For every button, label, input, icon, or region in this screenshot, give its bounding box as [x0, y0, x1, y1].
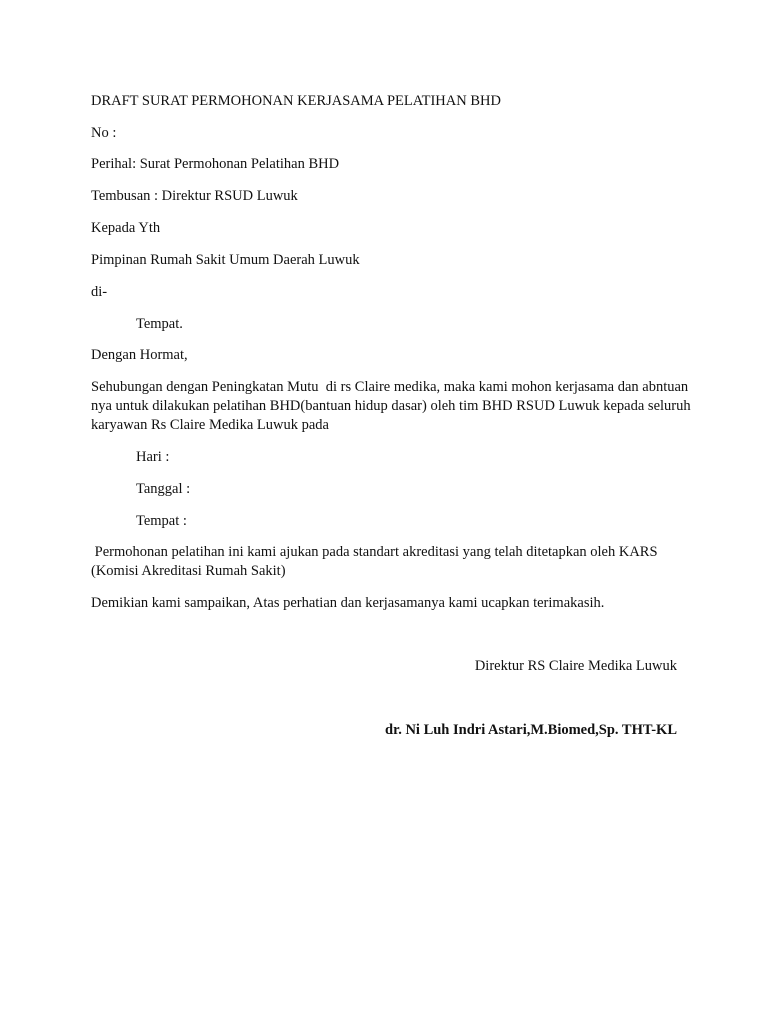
letter-recipient: Pimpinan Rumah Sakit Umum Daerah Luwuk [91, 252, 360, 268]
signer-title: Direktur RS Claire Medika Luwuk [474, 658, 677, 674]
letter-number: No : [91, 125, 117, 141]
event-place: Tempat : [136, 513, 187, 529]
accreditation-line-2: (Komisi Akreditasi Rumah Sakit) [91, 563, 286, 579]
body-line-3: karyawan Rs Claire Medika Luwuk pada [91, 417, 329, 433]
letter-addressee-label: Kepada Yth [91, 220, 161, 236]
letter-closing: Demikian kami sampaikan, Atas perhatian dan kerjasamanya kami ucapkan terimakasih. [91, 595, 605, 611]
accreditation-line-1: Permohonan pelatihan ini kami ajukan pada standart akreditasi yang telah ditetapkan oleh KARS [91, 544, 658, 560]
event-day: Hari : [136, 449, 170, 465]
letter-place: Tempat. [136, 316, 183, 332]
signer-name: dr. Ni Luh Indri Astari,M.Biomed,Sp. THT-KL [385, 722, 677, 738]
letter-subject: Perihal: Surat Permohonan Pelatihan BHD [91, 156, 340, 172]
body-line-1: Sehubungan dengan Peningkatan Mutu di rs Claire medika, maka kami mohon kerjasama dan abntuan [91, 379, 689, 395]
body-line-2: nya untuk dilakukan pelatihan BHD(bantuan hidup dasar) oleh tim BHD RSUD Luwuk kepada seluruh [91, 398, 691, 414]
letter-title: DRAFT SURAT PERMOHONAN KERJASAMA PELATIHAN BHD [91, 93, 501, 109]
letter-di: di- [91, 284, 108, 300]
event-date: Tanggal : [136, 481, 191, 497]
letter-cc: Tembusan : Direktur RSUD Luwuk [91, 188, 298, 204]
letter-salutation: Dengan Hormat, [91, 347, 188, 363]
